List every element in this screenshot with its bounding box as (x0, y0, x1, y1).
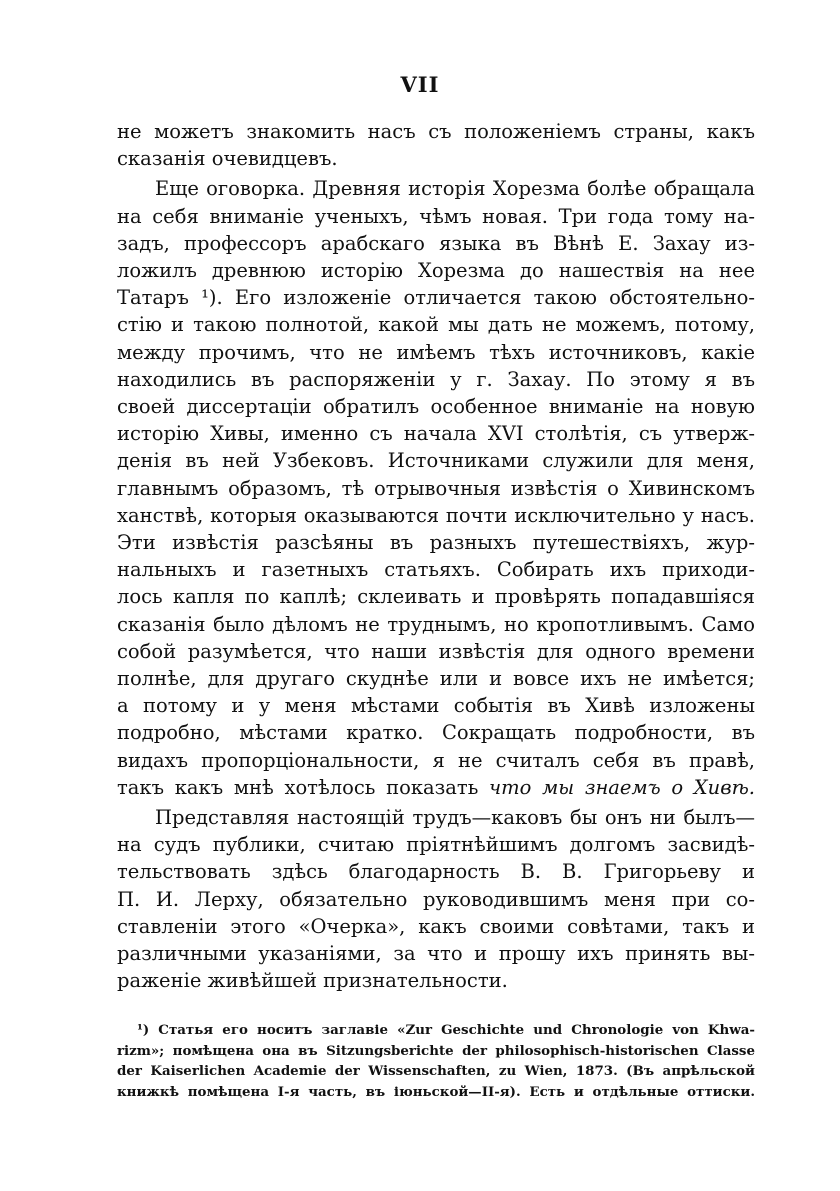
text-line: собой разумѣется, что наши извѣстія для одного времени (117, 639, 755, 663)
footnote (117, 1020, 755, 1102)
text-line: сказанія очевидцевъ. (117, 147, 338, 171)
text-line: тельствовать здѣсь благодарность В. В. Григорьеву и (117, 860, 755, 884)
text-line: ханствѣ, которыя оказываются почти исключительно у насъ. (117, 503, 755, 527)
body-text (117, 118, 755, 995)
text-line: различными указаніями, за что и прошу ихъ принять вы- (117, 942, 755, 966)
text-line: не можетъ знакомить насъ съ положеніемъ страны, какъ (117, 120, 755, 143)
text-line: находились въ распоряженіи у г. Захау. По этому я въ (117, 367, 755, 391)
text-line: Эти извѣстія разсѣяны въ разныхъ путешествіяхъ, жур- (117, 531, 755, 555)
text-line: полнѣе, для другаго скуднѣе или и вовсе ихъ не имѣется; (117, 667, 755, 691)
text-line: сказанія было дѣломъ не труднымъ, но кропотливымъ. Само (117, 612, 755, 636)
footnote-line: книжкѣ помѣщена I-я часть, въ іюньской—II-я). Есть и отдѣльные оттиски. (117, 1083, 755, 1100)
text-line: ставленіи этого «Очерка», какъ своими совѣтами, такъ и (117, 914, 755, 938)
text-line: подробно, мѣстами кратко. Сокращать подробности, въ (117, 721, 755, 745)
text-line: раженіе живѣйшей признательности. (117, 969, 508, 993)
text-line: Татаръ ¹). Его изложеніе отличается такою обстоятельно- (117, 286, 755, 310)
text-line: видахъ пропорціональности, я не считалъ себя въ правѣ, (117, 748, 755, 772)
footnote-line: der Kaiserlichen Academie der Wissenschaften, zu Wien, 1873. (Въ апрѣльской (117, 1063, 755, 1079)
text-line: на судъ публики, считаю пріятнѣйшимъ долгомъ засвидѣ- (117, 833, 755, 857)
text-fragment: такъ какъ мнѣ хотѣлось показать (117, 775, 479, 799)
text-line: Еще оговорка. Древняя исторія Хорезма болѣе обращала (155, 177, 755, 201)
text-line: главнымъ образомъ, тѣ отрывочныя извѣстія о Хивинскомъ (117, 476, 755, 500)
italic-phrase: что мы знаемъ о Хивѣ. (489, 775, 755, 799)
footnote-line: ¹) Статья его носитъ заглавіе «Zur Geschichte und Chronologie von Khwa- (137, 1022, 755, 1038)
text-line: П. И. Лерху, обязательно руководившимъ меня при со- (117, 887, 755, 911)
text-line: а потому и у меня мѣстами событія въ Хивѣ изложены (117, 694, 755, 718)
text-line: между прочимъ, что не имѣемъ тѣхъ источниковъ, какіе (117, 340, 755, 364)
text-line: Представляя настоящій трудъ—каковъ бы онъ ни былъ— (155, 806, 755, 830)
text-line: на себя вниманіе ученыхъ, чѣмъ новая. Три года тому на- (117, 204, 755, 228)
text-line: стію и такою полнотой, какой мы дать не можемъ, потому, (117, 313, 755, 337)
page-number: VII (400, 72, 440, 97)
text-line: денія въ ней Узбековъ. Источниками служили для меня, (117, 449, 755, 473)
text-line: ложилъ древнюю исторію Хорезма до нашествія на нее (117, 259, 755, 283)
text-line: нальныхъ и газетныхъ статьяхъ. Собирать ихъ приходи- (117, 558, 755, 582)
footnote-line: rizm»; помѣщена она въ Sitzungsberichte der philosophisch-historischen Classe (117, 1042, 755, 1059)
text-line: лось капля по каплѣ; склеивать и провѣрять попадавшіяся (117, 585, 755, 609)
text-line: исторію Хивы, именно съ начала XVI столѣтія, съ утверж- (117, 422, 755, 446)
text-line: своей диссертаціи обратилъ особенное вниманіе на новую (117, 395, 755, 419)
text-line: задъ, профессоръ арабскаго языка въ Вѣнѣ Е. Захау из- (117, 231, 755, 255)
text-line-with-italic (117, 774, 755, 801)
